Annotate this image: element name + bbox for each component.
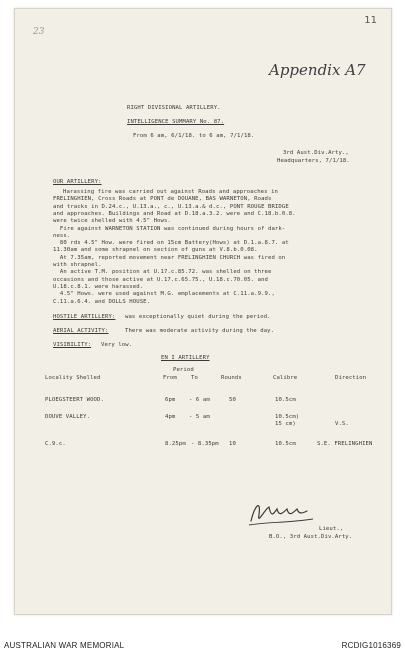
column-direction: Direction bbox=[335, 375, 367, 381]
archive-credit: AUSTRALIAN WAR MEMORIAL bbox=[4, 641, 125, 650]
enemy-artillery-heading: EN I ARTILLERY bbox=[161, 355, 210, 361]
cell-from: 6pm bbox=[165, 397, 176, 403]
body-line: C.11.a.6.4. and DOLLS HOUSE. bbox=[53, 298, 151, 305]
visibility-text: Very low. bbox=[101, 342, 133, 348]
cell-from: 4pm bbox=[165, 414, 176, 420]
report-period: From 6 am, 6/1/18. to 6 am, 7/1/18. bbox=[133, 133, 255, 139]
body-line: At 7.35am, reported movement near FRELINGHIEN CHURCH was fired on bbox=[53, 254, 286, 261]
document-title: RIGHT DIVISIONAL ARTILLERY. bbox=[127, 105, 221, 111]
cell-rounds: 50 bbox=[229, 397, 236, 403]
body-line: and tracks in D.24.c., U.13.a., c., U.13.a.& d.c., PONT ROUGE BRIDGE bbox=[53, 203, 289, 210]
column-locality: Locality Shelled bbox=[45, 375, 101, 381]
signature-unit: B.O., 3rd Aust.Div.Arty. bbox=[269, 534, 353, 540]
document-id: RCDIG1016369 bbox=[341, 641, 401, 650]
cell-calibre: 10.5cm bbox=[275, 397, 296, 403]
cell-direction: S.E. FRELINGHIEN bbox=[317, 441, 373, 447]
cell-rounds: 10 bbox=[229, 441, 236, 447]
cell-calibre: 10.5cm bbox=[275, 441, 296, 447]
document-sheet bbox=[14, 8, 392, 615]
hostile-artillery-text: was exceptionally quiet during the period. bbox=[125, 314, 271, 320]
body-line: occasions and those active at U.17.c.65.75., U.18.c.70.05. and bbox=[53, 276, 268, 283]
location-date: Headquarters, 7/1/18. bbox=[277, 158, 350, 164]
body-line: An active T.M. position at U.17.c.85.72. was shelled on three bbox=[53, 269, 272, 276]
corner-mark: 23 bbox=[33, 27, 45, 37]
column-from: From bbox=[163, 375, 177, 381]
column-to: To bbox=[191, 375, 198, 381]
body-line: with shrapnel. bbox=[53, 262, 102, 268]
column-period: Period bbox=[173, 367, 194, 373]
cell-locality: PLOEGSTEERT WOOD. bbox=[45, 397, 104, 403]
body-line: FRELINGHIEN, Cross Roads at PONT de DOUANE, BAS WARNETON, Roads bbox=[53, 196, 272, 203]
document-subtitle: INTELLIGENCE SUMMARY No. 87. bbox=[127, 119, 225, 125]
handwritten-signature bbox=[247, 495, 317, 529]
column-rounds: Rounds bbox=[221, 375, 242, 381]
cell-to: - 8.35pm bbox=[191, 441, 219, 447]
visibility-heading: VISIBILITY: bbox=[53, 342, 92, 348]
body-line: and approaches. Buildings and Road at D.18.a.3.2. were and C.18.b.0.8. bbox=[53, 210, 296, 217]
cell-calibre: 10.5cm) 15 cm) bbox=[275, 414, 300, 428]
body-line: 11.30am and some shrapnel on section of guns at V.8.b.0.08. bbox=[53, 247, 258, 254]
cell-from: 8.25pm bbox=[165, 441, 186, 447]
body-line: Fire against WARNETON STATION was continued during hours of dark- bbox=[53, 225, 286, 232]
cell-to: - 6 am bbox=[189, 397, 210, 403]
signature-rank: Lieut., bbox=[319, 526, 344, 532]
cell-locality: C.9.c. bbox=[45, 441, 66, 447]
our-artillery-heading: OUR ARTILLERY: bbox=[53, 179, 102, 185]
cell-direction: V.S. bbox=[335, 421, 349, 427]
cell-to: - 5 am bbox=[189, 414, 210, 420]
hostile-artillery-heading: HOSTILE ARTILLERY: bbox=[53, 314, 116, 320]
aerial-activity-heading: AERIAL ACTIVITY: bbox=[53, 328, 109, 334]
unit-name: 3rd Aust.Div.Arty., bbox=[283, 150, 349, 156]
body-line: 4.5" Hows. were used against M.G. emplacements at C.11.a.9.9., bbox=[53, 291, 275, 298]
body-line: were twice shelled with 4.5" Hows. bbox=[53, 218, 171, 225]
page-number: 11 bbox=[364, 15, 377, 26]
body-line: ness. bbox=[53, 232, 71, 239]
cell-locality: DOUVE VALLEY. bbox=[45, 414, 91, 420]
column-calibre: Calibre bbox=[273, 375, 298, 381]
body-line: Harassing fire was carried out against Roads and approaches in bbox=[63, 189, 278, 195]
body-line: 80 rds 4.5" How. were fired on 15cm Battery(Hows) at D.1.a.8.7. at bbox=[53, 240, 289, 247]
appendix-annotation: Appendix A7 bbox=[269, 61, 366, 79]
aerial-activity-text: There was moderate activity during the day. bbox=[125, 328, 275, 334]
body-line: U.18.c.8.1. were harassed. bbox=[53, 283, 144, 290]
